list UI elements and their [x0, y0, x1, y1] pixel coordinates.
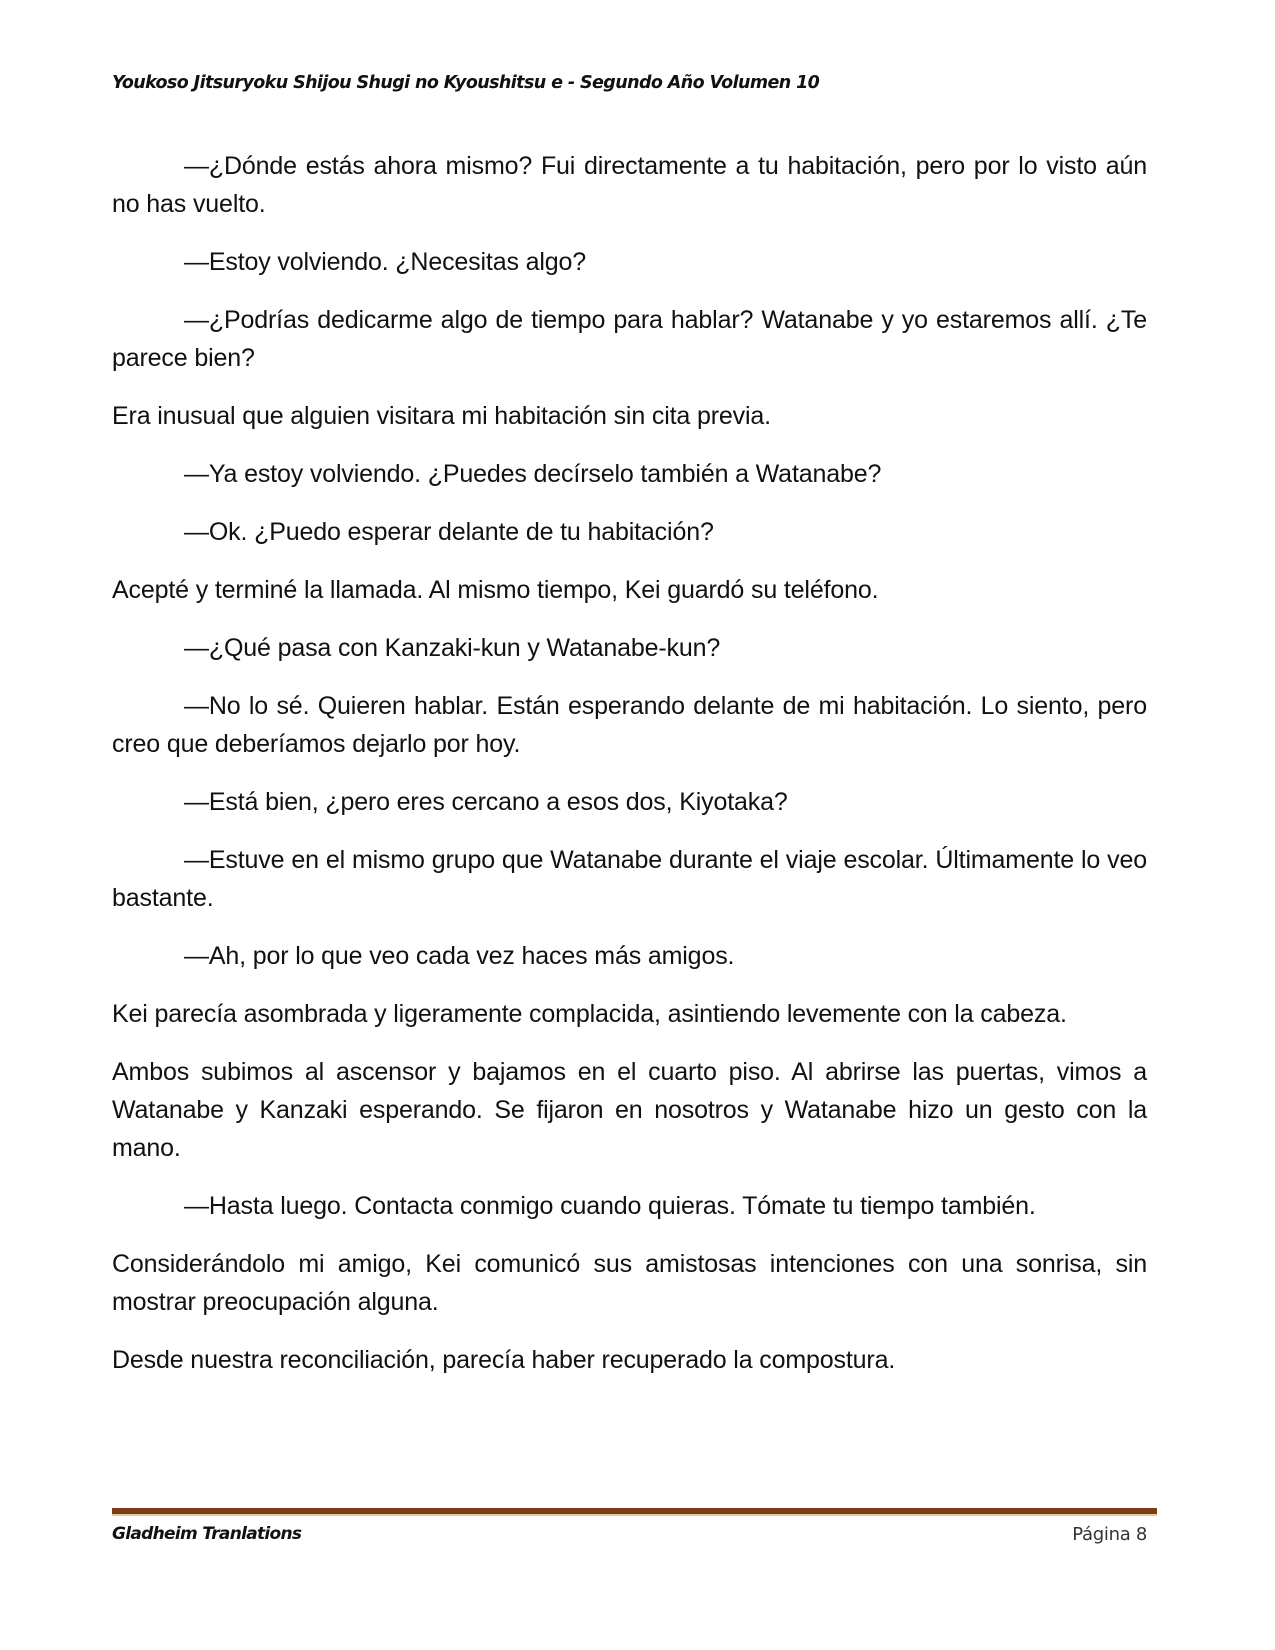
- paragraph: —Ah, por lo que veo cada vez haces más amigos.: [184, 942, 735, 970]
- paragraph: Era inusual que alguien visitara mi habitación sin cita previa.: [112, 402, 771, 430]
- page-number: Página 8: [1072, 1524, 1147, 1545]
- paragraph: Kei parecía asombrada y ligeramente complacida, asintiendo levemente con la cabeza.: [112, 1000, 1067, 1028]
- paragraph: Acepté y terminé la llamada. Al mismo tiempo, Kei guardó su teléfono.: [112, 576, 879, 604]
- footer-credit: Gladheim Tranlations: [112, 1524, 302, 1544]
- paragraph: —¿Qué pasa con Kanzaki-kun y Watanabe-kun?: [184, 634, 721, 662]
- page-body: [112, 147, 1147, 1399]
- paragraph: —¿Dónde estás ahora mismo? Fui directamente a tu habitación, pero por lo visto aún no has vuelto.: [112, 152, 1147, 218]
- paragraph: —Ok. ¿Puedo esperar delante de tu habitación?: [184, 518, 714, 546]
- running-header: Youkoso Jitsuryoku Shijou Shugi no Kyoushitsu e - Segundo Año Volumen 10: [112, 73, 820, 93]
- paragraph: Desde nuestra reconciliación, parecía haber recuperado la compostura.: [112, 1346, 896, 1374]
- paragraph: —¿Podrías dedicarme algo de tiempo para hablar? Watanabe y yo estaremos allí. ¿Te parece bien?: [112, 306, 1147, 372]
- paragraph: —Hasta luego. Contacta conmigo cuando quieras. Tómate tu tiempo también.: [184, 1192, 1036, 1220]
- paragraph: —No lo sé. Quieren hablar. Están esperando delante de mi habitación. Lo siento, pero creo que deberíamos dejarlo por hoy.: [112, 692, 1147, 758]
- paragraph: —Ya estoy volviendo. ¿Puedes decírselo también a Watanabe?: [184, 460, 882, 488]
- paragraph: Considerándolo mi amigo, Kei comunicó sus amistosas intenciones con una sonrisa, sin mostrar preocupación alguna.: [112, 1250, 1147, 1316]
- paragraph: Ambos subimos al ascensor y bajamos en el cuarto piso. Al abrirse las puertas, vimos a Watanabe y Kanzaki esperando. Se fijaron en nosotros y Watanabe hizo un gesto con la mano.: [112, 1058, 1147, 1162]
- footer-rule: [112, 1508, 1157, 1516]
- paragraph: —Estuve en el mismo grupo que Watanabe durante el viaje escolar. Últimamente lo veo bastante.: [112, 846, 1147, 912]
- paragraph: —Está bien, ¿pero eres cercano a esos dos, Kiyotaka?: [184, 788, 788, 816]
- paragraph: —Estoy volviendo. ¿Necesitas algo?: [184, 248, 587, 276]
